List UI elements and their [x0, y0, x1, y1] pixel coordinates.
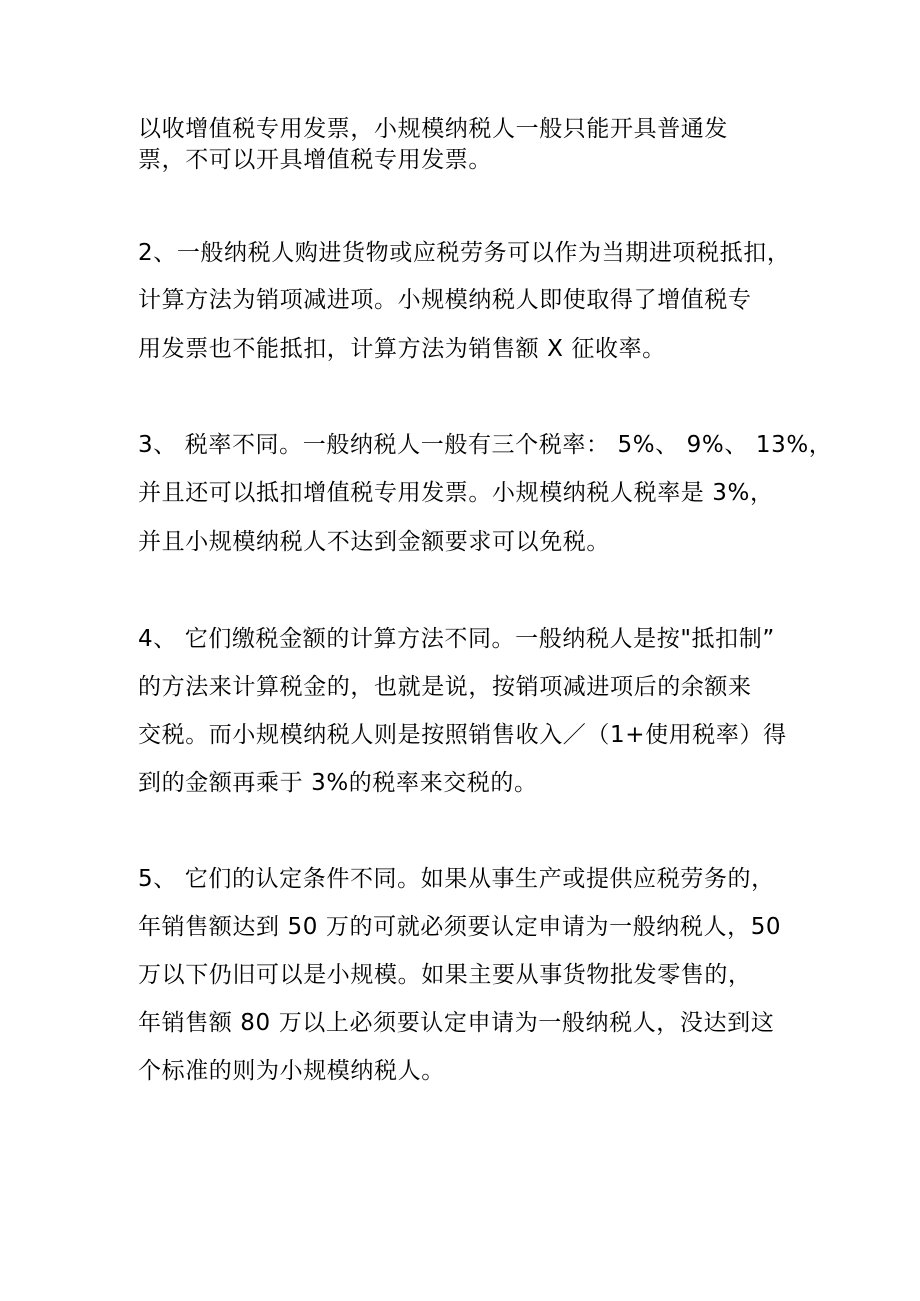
p2-line-3: 用发票也不能抵扣，计算方法为销售额 X 征收率。 [138, 336, 666, 362]
intro-line-2: 票，不可以开具增值税专用发票。 [138, 147, 492, 173]
p5-line-1: 5、 它们的认定条件不同。如果从事生产或提供应税劳务的， [138, 866, 775, 892]
p5-line-5: 个标准的则为小规模纳税人。 [138, 1058, 445, 1084]
p5-line-3: 万以下仍旧可以是小规模。如果主要从事货物批发零售的， [138, 962, 752, 988]
p4-line-3: 交税。而小规模纳税人则是按照销售收入／（1+使用税率）得 [138, 722, 787, 748]
p4-line-4: 到的金额再乘于 3%的税率来交税的。 [138, 770, 538, 796]
p4-line-2: 的方法来计算税金的，也就是说，按销项减进项后的余额来 [138, 674, 752, 700]
p3-line-1: 3、 税率不同。一般纳税人一般有三个税率： 5%、 9%、 13%， [138, 432, 833, 458]
p3-line-3: 并且小规模纳税人不达到金额要求可以免税。 [138, 529, 610, 555]
p2-line-2: 计算方法为销项减进项。小规模纳税人即使取得了增值税专 [138, 287, 752, 313]
p3-line-2: 并且还可以抵扣增值税专用发票。小规模纳税人税率是 3%， [138, 480, 774, 506]
intro-line-1: 以收增值税专用发票，小规模纳税人一般只能开具普通发 [138, 116, 728, 142]
p5-line-2: 年销售额达到 50 万的可就必须要认定申请为一般纳税人，50 [138, 914, 782, 940]
p5-line-4: 年销售额 80 万以上必须要认定申请为一般纳税人，没达到这 [138, 1010, 775, 1036]
p4-line-1: 4、 它们缴税金额的计算方法不同。一般纳税人是按"抵扣制” [138, 626, 775, 652]
p2-line-1: 2、一般纳税人购进货物或应税劳务可以作为当期进项税抵扣， [138, 240, 791, 266]
